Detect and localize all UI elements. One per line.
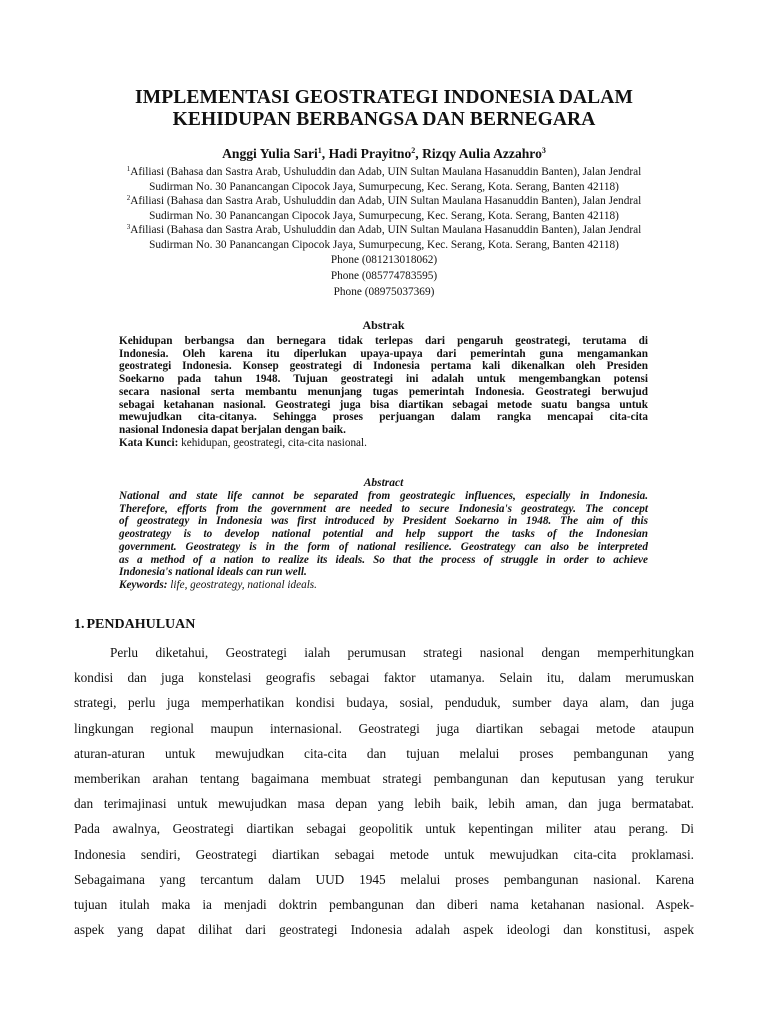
body-line: lingkungan regional maupun internasional. Geostrategi juga diartikan sebagai metode ataupun [74,720,694,736]
body-line: aspek yang dapat dilihat dari geostrategi Indonesia adalah aspek ideologi dan konstitusi, aspek [74,922,694,938]
abstract-keywords [119,579,648,592]
affiliation-superscript: 2 [126,194,131,203]
affiliation-3 [80,223,688,252]
abstrak-keywords [119,437,648,450]
affiliation-1 [80,165,688,194]
abstrak-line: secara nasional serta membantu menunjang tugas pemerintah Indonesia. Geostrategi berwujud [119,385,648,398]
author-name: Rizqy Aulia Azzahro [422,146,542,161]
body-line: Perlu diketahui, Geostrategi ialah perumusan strategi nasional dengan memperhitungkan [110,645,694,660]
abstrak-heading: Abstrak [362,318,405,332]
section-body [74,640,694,942]
body-line: Indonesia sendiri, Geostrategi diartikan sebagai metode untuk mewujudkan cita-cita proklamasi. [74,846,694,862]
title-line-2: KEHIDUPAN BERBANGSA DAN BERNEGARA [172,109,596,130]
affiliation-block [80,165,688,300]
abstract-heading: Abstract [363,477,404,489]
abstract-line: Indonesia's national ideals can run well. [119,566,307,579]
author-superscript: 1 [317,146,322,155]
abstract-line: Therefore, efforts from the government are needed to secure Indonesia's geostrategy. The concept [119,502,648,515]
body-line: kondisi dan juga konstelasi geografis sebagai faktor utamanya. Selain itu, dalam merumuskan [74,670,694,686]
body-line: Pada awalnya, Geostrategi diartikan sebagai geopolitik untuk kepentingan militer atau perang. Di [74,821,694,837]
affiliation-superscript: 3 [126,223,131,232]
abstract-line: of geostrategy in Indonesia was first introduced by President Soekarno in 1948. The aim of this [119,515,648,528]
section-number: 1. [74,617,85,632]
affiliation-text: Afiliasi (Bahasa dan Sastra Arab, Ushuluddin dan Adab, UIN Sultan Maulana Hasanuddin Banten), Jalan Jendral [130,195,642,208]
affiliation-line: Sudirman No. 30 Panancangan Cipocok Jaya, Sumurpecung, Kec. Serang, Kota. Serang, Banten 42118) [149,180,619,193]
body-line: Sebagaimana yang tercantum dalam UUD 1945 melalui proses pembangunan nasional. Karena [74,871,694,887]
abstrak-line: Soekarno pada tahun 1948. Tujuan geostrategi ini adalah untuk mengembangkan potensi [119,373,648,386]
author-name: Anggi Yulia Sari [222,146,318,161]
keywords-label: Kata Kunci: [119,436,179,449]
abstract-body [119,490,648,592]
phone-number: Phone (08975037369) [333,286,435,299]
abstrak-line: nasional Indonesia dapat berjalan dengan baik. [119,423,346,436]
author-name: Hadi Prayitno [328,146,412,161]
affiliation-line [80,223,688,238]
body-line: dan terimajinasi untuk mewujudkan masa depan yang lebih baik, lebih aman, dan juga bermatabat. [74,796,694,812]
keywords-text: life, geostrategy, national ideals. [167,578,317,591]
affiliation-2 [80,194,688,223]
abstrak-body [119,335,648,449]
affiliation-line [80,194,688,209]
section-heading [74,617,195,633]
abstract-line: government. Geostrategy is in the form of national resilience. Geostrategy can also be interpreted [119,540,648,553]
body-line: tujuan itulah maka ia menjadi doktrin pembangunan dan diberi nama ketahanan nasional. Aspek- [74,897,694,913]
paper-title [60,87,708,131]
affiliation-text: Afiliasi (Bahasa dan Sastra Arab, Ushuluddin dan Adab, UIN Sultan Maulana Hasanuddin Banten), Jalan Jendral [130,166,642,178]
abstract-line: geostrategy is to develop national potential and help support the tasks of the Indonesian [119,528,648,541]
phone-number: Phone (085774783595) [330,269,438,282]
body-line: memberikan arahan tentang bagaimana membuat strategi pembangunan dan keputusan yang terukur [74,771,694,787]
body-line: strategi, perlu juga memperhatikan kondisi budaya, sosial, penduduk, sumber daya alam, dan juga [74,695,694,711]
affiliation-superscript: 1 [126,165,131,173]
abstract-line: National and state life cannot be separated from geostrategic influences, especially in Indonesia. [119,490,648,502]
title-line-1: IMPLEMENTASI GEOSTRATEGI INDONESIA DALAM [135,87,633,108]
abstrak-line: Kehidupan berbangsa dan bernegara tidak terlepas dari pengaruh geostrategi, terutama di [119,335,648,347]
author-separator: , [415,146,423,161]
abstrak-line: geostrategi Indonesia. Konsep geostrategi di Indonesia pertama kali dikenalkan oleh Presiden [119,360,648,373]
affiliation-line [80,165,688,180]
abstrak-line: sebagai ketahanan nasional. Geostrategi juga bisa diartikan sebagai metode suatu bangsa untuk [119,398,648,411]
phone-number: Phone (081213018062) [330,253,438,266]
author-list [60,145,708,162]
keywords-label: Keywords: [119,578,168,591]
abstract-line: as a method of a nation to realize its ideals. So that the process of struggle in order to achieve [119,553,648,566]
author-superscript: 2 [411,146,416,155]
author-superscript: 3 [541,146,546,155]
affiliation-text: Afiliasi (Bahasa dan Sastra Arab, Ushuluddin dan Adab, UIN Sultan Maulana Hasanuddin Banten), Jalan Jendral [130,224,642,237]
keywords-text: kehidupan, geostrategi, cita-cita nasional. [178,436,367,449]
author-separator: , [321,146,329,161]
abstrak-line: mewujudkan cita-citanya. Sehingga proses perjuangan dalam rangka mencapai cita-cita [119,411,648,424]
affiliation-line: Sudirman No. 30 Panancangan Cipocok Jaya, Sumurpecung, Kec. Serang, Kota. Serang, Banten 42118) [149,209,619,222]
section-title: PENDAHULUAN [86,617,196,632]
affiliation-line: Sudirman No. 30 Panancangan Cipocok Jaya, Sumurpecung, Kec. Serang, Kota. Serang, Banten 42118) [149,238,619,251]
body-line: aturan-aturan untuk mewujudkan cita-cita dan tujuan melalui proses pembangunan yang [74,745,694,761]
abstrak-line: Indonesia. Oleh karena itu diperlukan upaya-upaya dari pemerintah guna mengamankan [119,347,648,360]
